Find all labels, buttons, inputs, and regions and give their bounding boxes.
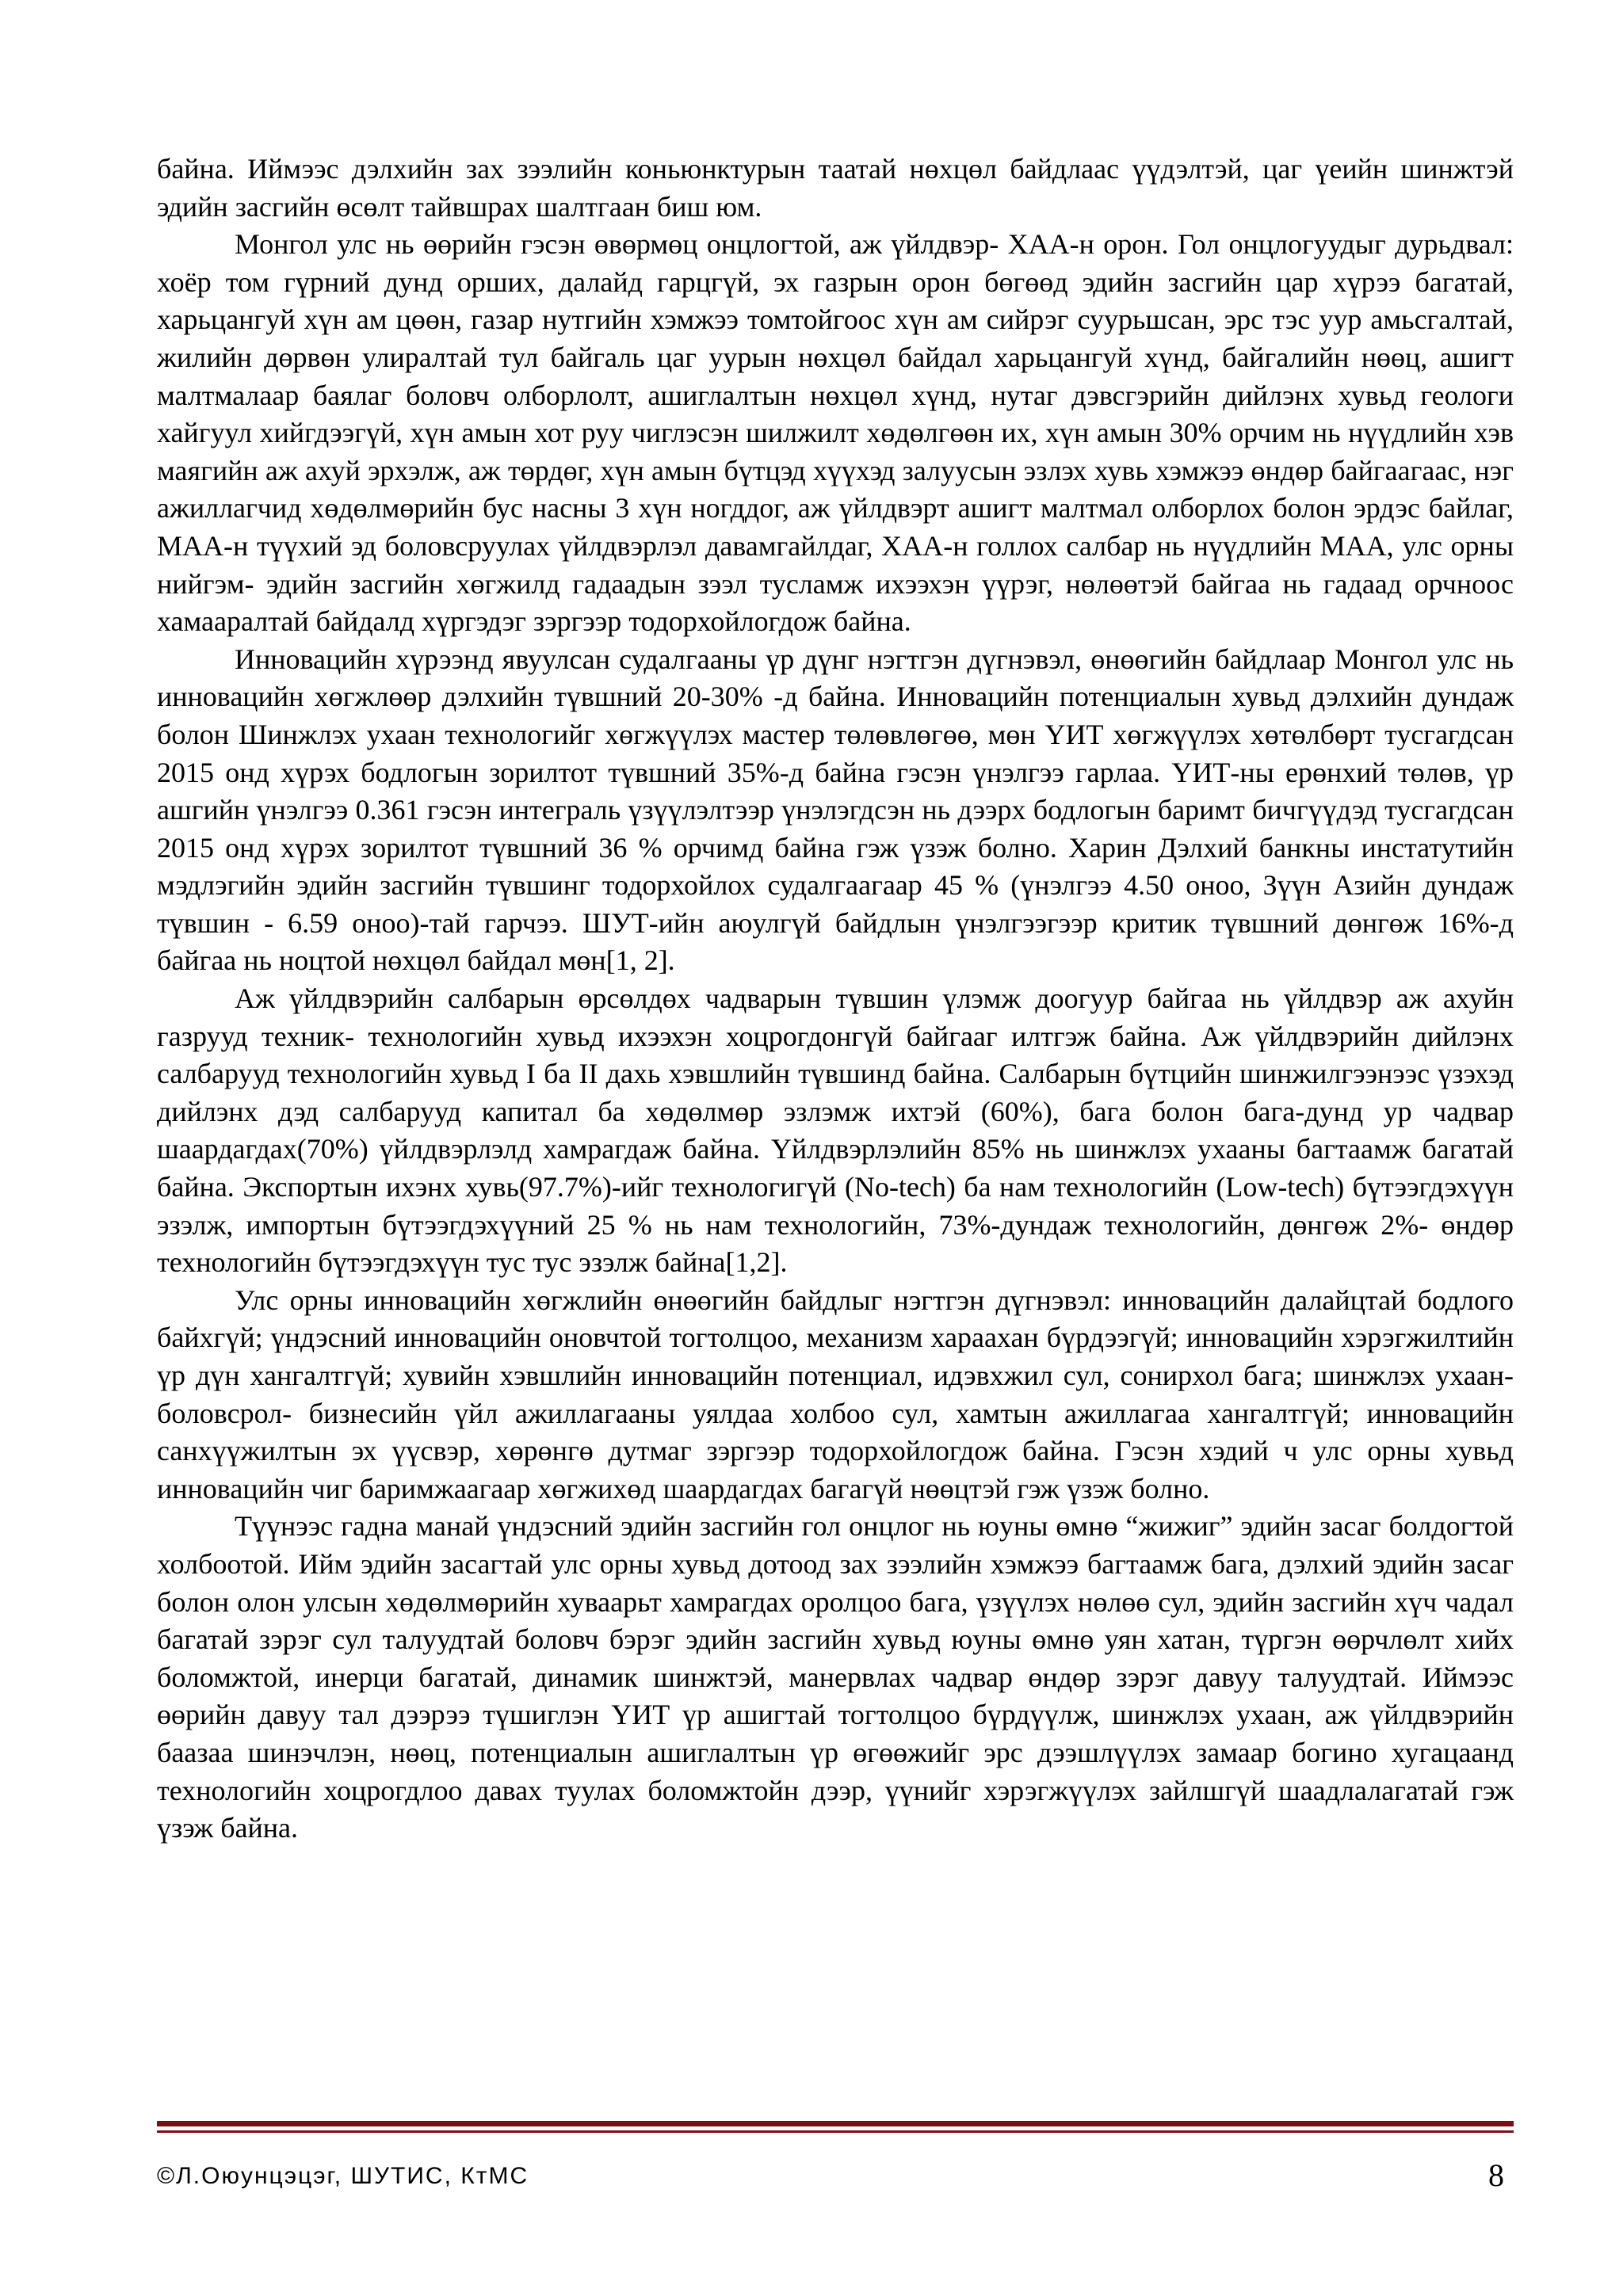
- paragraph-innovation-status: Улс орны инновацийн хөгжлийн өнөөгийн байдлыг нэгтгэн дүгнэвэл: инновацийн далайцтай бодлого байхгүй; үндэсний инновацийн оновчтой тогтолцоо, механизм хараахан бүрдээгүй; инновацийн хэрэгжилтийн үр дүн хангалтгүй; хувийн хэвшлийн инновацийн потенциал, идэвхжил сул, сонирхол бага; шинжлэх ухаан- боловсрол- бизнесийн үйл ажиллагааны уялдаа холбоо сул, хамтын ажиллагаа хангалтгүй; инновацийн санхүүжилтын эх үүсвэр, хөрөнгө дутмаг зэргээр тодорхойлогдож байна. Гэсэн хэдий ч улс орны хувьд инновацийн чиг баримжаагаар хөгжихөд шаардагдах багагүй нөөцтэй гэж үзэж болно.: [157, 1283, 1514, 1505]
- footer-divider-thick: [157, 2121, 1514, 2126]
- paragraph-industry-competitiveness: Аж үйлдвэрийн салбарын өрсөлдөх чадварын түвшин үлэмж доогуур байгаа нь үйлдвэр аж ахуйн газрууд техник- технологийн хувьд ихээхэн хоцрогдонгүй байгааг илтгэж байна. Аж үйлдвэрийн дийлэнх салбарууд технологийн хувьд I ба II дахь хэвшлийн түвшинд байна. Салбарын бүтцийн шинжилгээнээс үзэхэд дийлэнх дэд салбарууд капитал ба хөдөлмөр эзлэмж ихтэй (60%), бага болон бага-дунд ур чадвар шаардагдах(70%) үйлдвэрлэлд хамрагдаж байна. Үйлдвэрлэлийн 85% нь шинжлэх ухааны багтаамж багатай байна. Экспортын ихэнх хувь(97.7%)-ийг технологигүй (No-tech) ба нам технологийн (Low-tech) бүтээгдэхүүн эзэлж, импортын бүтээгдэхүүний 25 % нь нам технологийн, 73%-дундаж технологийн, дөнгөж 2%- өндөр технологийн бүтээгдэхүүн тус тус эзэлж байна[1,2].: [157, 982, 1514, 1279]
- footer-divider-thin: [157, 2130, 1514, 2133]
- footer-author: ©Л.Оюунцэцэг, ШУТИС, КтМС: [157, 2163, 529, 2189]
- paragraph-mongolia-features: Монгол улс нь өөрийн гэсэн өвөрмөц онцлогтой, аж үйлдвэр- ХАА-н орон. Гол онцлогуудыг дурьдвал: хоёр том гүрний дунд орших, далайд гарцгүй, эх газрын орон бөгөөд эдийн засгийн цар хүрээ багатай, харьцангуй хүн ам цөөн, газар нутгийн хэмжээ томтойгоос хүн ам сийрэг суурьшсан, эрс тэс уур амьсгалтай, жилийн дөрвөн улиралтай тул байгаль цаг уурын нөхцөл байдал харьцангуй хүнд, байгалийн нөөц, ашигт малтмалаар баялаг боловч олборлолт, ашиглалтын нөхцөл хүнд, нутаг дэвсгэрийн дийлэнх хувьд геологи хайгуул хийгдээгүй, хүн амын хот руу чиглэсэн шилжилт хөдөлгөөн их, хүн амын 30% орчим нь нүүдлийн хэв маягийн аж ахуй эрхэлж, аж төрдөг, хүн амын бүтцэд хүүхэд залуусын эзлэх хувь хэмжээ өндөр байгаагаас, нэг ажиллагчид хөдөлмөрийн бус насны 3 хүн ногддог, аж үйлдвэрт ашигт малтмал олборлох болон эрдэс байлаг, МАА-н түүхий эд боловсруулах үйлдвэрлэл давамгайлдаг, ХАА-н голлох салбар нь нүүдлийн МАА, улс орны нийгэм- эдийн засгийн хөгжилд гадаадын зээл тусламж ихээхэн үүрэг, нөлөөтэй байгаа нь гадаад орчноос хамааралтай байдалд хүргэдэг зэргээр тодорхойлогдож байна.: [157, 228, 1514, 638]
- paragraph-innovation-assessment: Инновацийн хүрээнд явуулсан судалгааны үр дүнг нэгтгэн дүгнэвэл, өнөөгийн байдлаар Монгол улс нь инновацийн хөгжлөөр дэлхийн түвшний 20-30% -д байна. Инновацийн потенциалын хувьд дэлхийн дундаж болон Шинжлэх ухаан технологийг хөгжүүлэх мастер төлөвлөгөө, мөн ҮИТ хөгжүүлэх хөтөлбөрт тусгагдсан 2015 онд хүрэх бодлогын зорилтот түвшний 35%-д байна гэсэн үнэлгээ гарлаа. ҮИТ-ны ерөнхий төлөв, үр ашгийн үнэлгээ 0.361 гэсэн интеграль үзүүлэлтээр үнэлэгдсэн нь дээрх бодлогын баримт бичгүүдэд тусгагдсан 2015 онд хүрэх зорилтот түвшний 36 % орчимд байна гэж үзэж болно. Харин Дэлхий банкны инстатутийн мэдлэгийн эдийн засгийн түвшинг тодорхойлох судалгаагаар 45 % (үнэлгээ 4.50 оноо, Зүүн Азийн дундаж түвшин - 6.59 оноо)-тай гарчээ. ШУТ-ийн аюулгүй байдлын үнэлгээгээр критик түвшний дөнгөж 16%-д байгаа нь ноцтой нөхцөл байдал мөн[1, 2].: [157, 643, 1514, 977]
- paragraph-continuation: байна. Иймээс дэлхийн зах зээлийн коньюнктурын таатай нөхцөл байдлаас үүдэлтэй, цаг үеийн шинжтэй эдийн засгийн өсөлт тайвшрах шалтгаан биш юм.: [157, 153, 1514, 223]
- body-text: [157, 151, 1514, 1848]
- paragraph-small-economy: Түүнээс гадна манай үндэсний эдийн засгийн гол онцлог нь юуны өмнө “жижиг” эдийн засаг болдогтой холбоотой. Ийм эдийн засагтай улс орны хувьд дотоод зах зээлийн хэмжээ багтаамж бага, дэлхий эдийн засаг болон олон улсын хөдөлмөрийн хуваарьт хамрагдах оролцоо бага, үзүүлэх нөлөө сул, эдийн засгийн хүч чадал багатай зэрэг сул талуудтай боловч бэрэг эдийн засгийн хувьд юуны өмнө уян хатан, түргэн өөрчлөлт хийх боломжтой, инерци багатай, динамик шинжтэй, манервлах чадвар өндөр зэрэг давуу талуудтай. Иймээс өөрийн давуу тал дээрээ түшиглэн ҮИТ үр ашигтай тогтолцоо бүрдүүлж, шинжлэх ухаан, аж үйлдвэрийн баазаа шинэчлэн, нөөц, потенциалын ашиглалтын үр өгөөжийг эрс дээшлүүлэх замаар богино хугацаанд технологийн хоцрогдлоо давах туулах боломжтойн дээр, үүнийг хэрэгжүүлэх зайлшгүй шаадлалагатай гэж үзэж байна.: [157, 1510, 1514, 1844]
- page-number: 8: [1488, 2157, 1504, 2193]
